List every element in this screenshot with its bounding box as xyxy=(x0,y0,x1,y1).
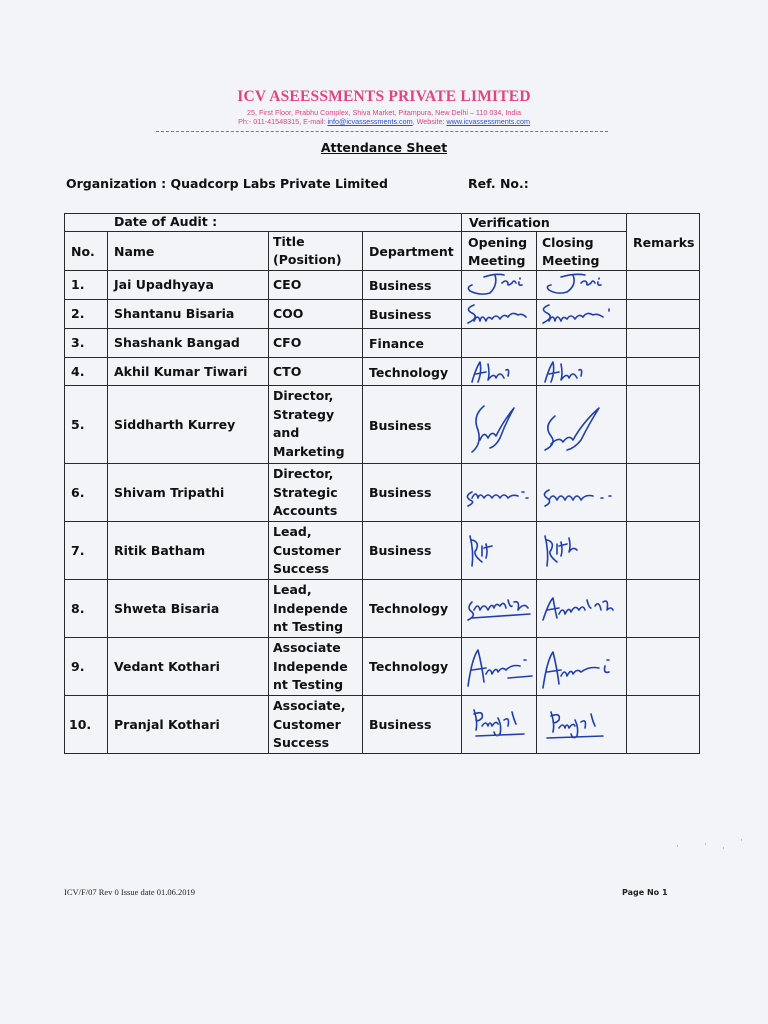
organization-label: Organization : Quadcorp Labs Private Limited xyxy=(66,176,388,191)
row-1-department: Business xyxy=(369,278,432,293)
verification-label: Verification xyxy=(469,215,550,230)
column-header-remarks: Remarks xyxy=(633,235,695,250)
row-1-title: CEO xyxy=(273,277,302,292)
row-3-no: 3. xyxy=(71,335,85,350)
row-9-title: Associate Independe nt Testing xyxy=(273,640,348,693)
row-7-department: Business xyxy=(369,543,432,558)
row-3-title: CFO xyxy=(273,335,302,350)
row-8-department: Technology xyxy=(369,601,449,616)
row-8-name: Shweta Bisaria xyxy=(114,601,220,616)
row-5-no: 5. xyxy=(71,417,85,432)
row-10-department: Business xyxy=(369,717,432,732)
row-7-title: Lead, Customer Success xyxy=(273,524,341,577)
scan-speck-mark: · xyxy=(704,840,707,850)
row-10-title: Associate, Customer Success xyxy=(273,698,346,751)
row-9-name: Vedant Kothari xyxy=(114,659,220,674)
row-5-department: Business xyxy=(369,418,432,433)
scan-speck-mark: · xyxy=(722,844,725,854)
row-3-name: Shashank Bangad xyxy=(114,335,240,350)
row-4-closing-signature xyxy=(537,358,627,386)
row-8-title: Lead, Independe nt Testing xyxy=(273,582,348,635)
contact-email-link[interactable]: info@icvassessments.com xyxy=(327,117,413,126)
row-10-closing-signature xyxy=(537,696,627,754)
company-address: 25, First Floor, Prabhu Complex, Shiva Market, Pitampura, New Delhi – 110 034, India xyxy=(247,108,521,117)
row-10-name: Pranjal Kothari xyxy=(114,717,220,732)
row-6-name: Shivam Tripathi xyxy=(114,485,225,500)
row-1-name: Jai Upadhyaya xyxy=(114,277,214,292)
sheet-title: Attendance Sheet xyxy=(320,140,448,155)
row-2-opening-signature xyxy=(462,299,536,328)
row-9-closing-signature xyxy=(537,638,627,695)
row-6-opening-signature xyxy=(462,464,536,521)
date-of-audit-label: Date of Audit : xyxy=(114,214,218,229)
row-4-opening-signature xyxy=(462,358,536,386)
row-4-name: Akhil Kumar Tiwari xyxy=(114,364,248,379)
row-10-no: 10. xyxy=(69,717,92,732)
row-5-closing-signature xyxy=(537,386,627,463)
reference-number-label: Ref. No.: xyxy=(468,176,529,191)
row-4-title: CTO xyxy=(273,364,302,379)
column-header-no: No. xyxy=(71,244,95,259)
column-header-opening-meeting: Opening Meeting xyxy=(468,235,528,268)
row-9-department: Technology xyxy=(369,659,449,674)
company-name: ICV ASEESSMENTS PRIVATE LIMITED xyxy=(237,88,531,105)
attendance-table xyxy=(64,213,700,754)
row-2-no: 2. xyxy=(71,306,85,321)
column-header-name: Name xyxy=(114,244,155,259)
row-8-closing-signature xyxy=(537,580,627,637)
row-6-title: Director, Strategic Accounts xyxy=(273,466,338,519)
row-5-name: Siddharth Kurrey xyxy=(114,417,236,432)
row-1-no: 1. xyxy=(71,277,85,292)
row-2-title: COO xyxy=(273,306,304,321)
row-7-opening-signature xyxy=(462,522,536,579)
row-4-department: Technology xyxy=(369,365,449,380)
column-header-title: Title (Position) xyxy=(273,234,342,267)
company-contact xyxy=(0,117,768,126)
scan-speck-mark: · xyxy=(740,836,743,846)
row-2-name: Shantanu Bisaria xyxy=(114,306,235,321)
website-link[interactable]: www.icvassessments.com xyxy=(446,117,530,126)
row-2-department: Business xyxy=(369,307,432,322)
row-6-closing-signature xyxy=(537,464,627,521)
header-divider xyxy=(156,131,608,132)
scan-speck-mark: · xyxy=(676,842,679,852)
row-8-opening-signature xyxy=(462,580,536,637)
form-reference: ICV/F/07 Rev 0 Issue date 01.06.2019 xyxy=(64,887,196,897)
row-3-department: Finance xyxy=(369,336,424,351)
row-9-no: 9. xyxy=(71,659,85,674)
row-6-no: 6. xyxy=(71,485,85,500)
row-7-closing-signature xyxy=(537,522,627,579)
contact-phone: Ph:- 011-41548315, E-mail: xyxy=(238,117,328,126)
page-number: Page No 1 xyxy=(622,888,668,897)
row-8-no: 8. xyxy=(71,601,85,616)
row-4-no: 4. xyxy=(71,364,85,379)
row-1-opening-signature xyxy=(462,271,536,299)
row-7-no: 7. xyxy=(71,543,85,558)
column-header-department: Department xyxy=(369,244,454,259)
column-header-closing-meeting: Closing Meeting xyxy=(542,235,600,268)
row-1-closing-signature xyxy=(537,271,627,299)
row-6-department: Business xyxy=(369,485,432,500)
row-7-name: Ritik Batham xyxy=(114,543,206,558)
website-label: , Website: xyxy=(412,117,447,126)
row-5-opening-signature xyxy=(462,386,536,463)
row-9-opening-signature xyxy=(462,638,536,695)
row-10-opening-signature xyxy=(462,696,536,754)
row-2-closing-signature xyxy=(537,299,627,328)
row-5-title: Director, Strategy and Marketing xyxy=(273,388,345,460)
